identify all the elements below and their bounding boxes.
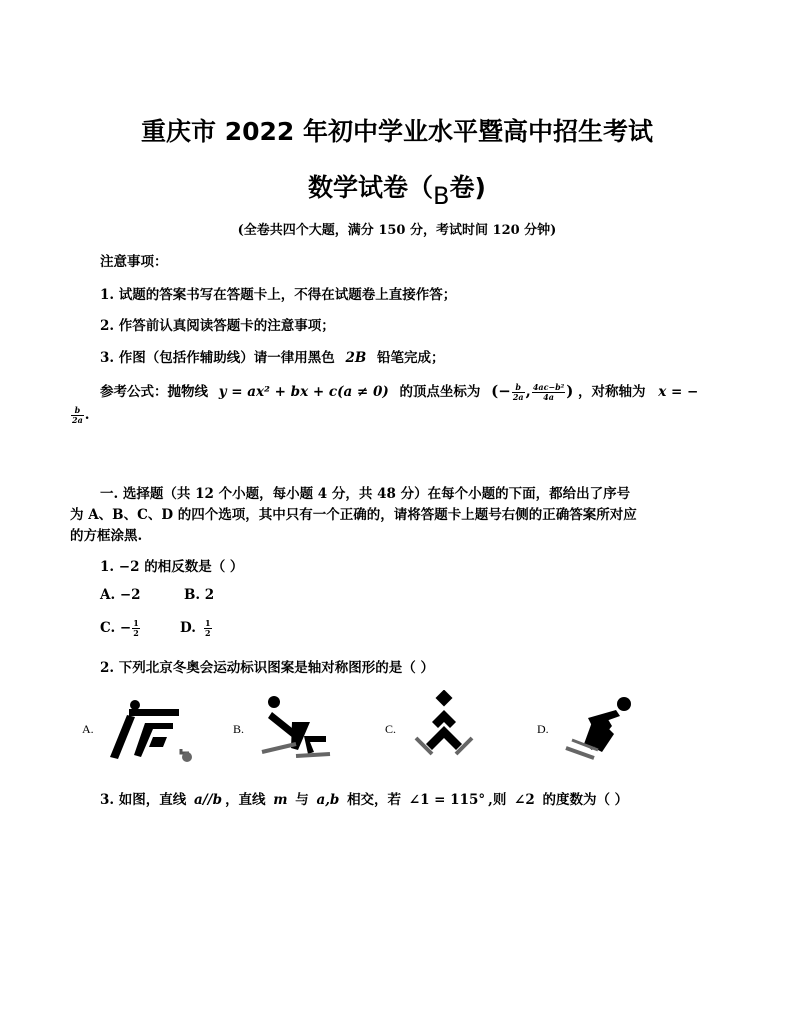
subtitle-suffix: 卷) — [449, 173, 486, 202]
alpine-skiing-icon — [562, 692, 642, 764]
note-item-3-pencil: 2B — [345, 350, 367, 366]
notes-heading: 注意事项： — [100, 254, 168, 270]
exam-info: (全卷共四个大题，满分 150 分，考试时间 120 分钟) — [237, 223, 557, 238]
q2-label-d: D. — [537, 722, 549, 736]
section1-heading-line1: 一. 选择题（共 12 个小题，每小题 4 分，共 48 分）在每个小题的下面，都给出了序号 — [100, 486, 631, 502]
formula-prefix: 参考公式：抛物线 — [100, 384, 208, 400]
q1-stem: 1. −2 的相反数是（ ） — [100, 559, 244, 575]
axis-equation: x = − — [658, 384, 699, 400]
figure-skating-icon — [258, 692, 338, 764]
subtitle-letter: B — [433, 182, 450, 210]
section1-heading-line3: 的方框涂黑. — [70, 528, 143, 544]
exam-title: 重庆市 2022 年初中学业水平暨高中招生考试 — [141, 117, 653, 146]
q1-option-b: B. 2 — [184, 587, 215, 603]
axis-fraction-line: $\frac{b}{2a}$ . — [72, 405, 90, 425]
q2-label-b: B. — [233, 722, 245, 736]
note-item-3-text: 3. 作图（包括作辅助线）请一律用黑色 — [100, 350, 335, 366]
q2-label-c: C. — [385, 722, 397, 736]
note-item-1: 1. 试题的答案书写在答题卡上，不得在试题卷上直接作答； — [100, 287, 457, 303]
note-item-3 — [100, 346, 445, 366]
q1-option-d-frac: $\frac{1}{2}$ — [204, 618, 211, 638]
ski-jumping-icon — [410, 690, 480, 764]
note-item-3-tail: 铅笔完成； — [377, 350, 445, 366]
q1-option-c-frac: $\frac{1}{2}$ — [133, 618, 139, 638]
vertex-y-frac: $\frac{\text{4ac−b²}}{4a}$ — [532, 381, 565, 402]
q2-label-a: A. — [82, 722, 94, 736]
q1-option-d: D. $\frac{1}{2}$ — [180, 618, 211, 638]
q3-stem: 3. 如图，直线 a//b ，直线 m 与 a,b 相交，若 ∠1 = 115° ,则 ∠2 的度数为（ ） — [100, 792, 629, 808]
q2-stem: 2. 下列北京冬奥会运动标识图案是轴对称图形的是（ ） — [100, 660, 434, 676]
axis-frac: $\frac{b}{2a}$ — [72, 405, 83, 425]
q1-option-a: A. −2 — [100, 587, 141, 603]
formula-mid: 的顶点坐标为 — [399, 384, 481, 400]
exam-subtitle — [0, 168, 794, 210]
section1-heading-line2: 为 A、B、C、D 的四个选项，其中只有一个正确的，请将答题卡上题号右侧的正确答案所对应 — [70, 507, 637, 523]
formula-axis: ，对称轴为 — [578, 384, 646, 400]
formula-parabola: y = ax² + bx + c(a ≠ 0) — [218, 384, 389, 400]
subtitle-prefix: 数学试卷（ — [308, 173, 434, 202]
vertex-coordinates: (− $\frac{b}{2a}$ , $\frac{\text{4ac−b²}}{4a}$ ) — [491, 381, 574, 402]
reference-formula — [100, 380, 698, 402]
speed-skating-icon — [105, 695, 195, 765]
note-item-2: 2. 作答前认真阅读答题卡的注意事项； — [100, 318, 335, 334]
vertex-x-frac: $\frac{b}{2a}$ — [512, 381, 524, 402]
q1-option-c: C. − $\frac{1}{2}$ — [100, 618, 139, 638]
